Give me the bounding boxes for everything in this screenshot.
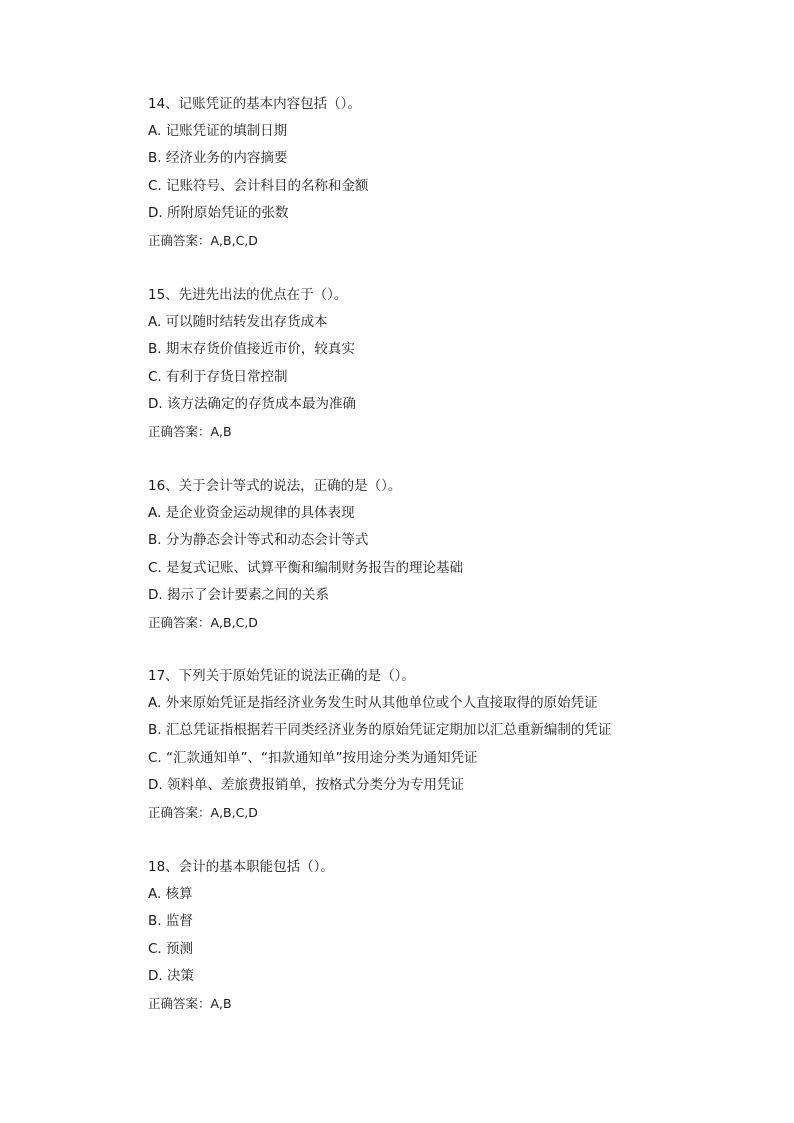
option-c: C. 记账符号、会计科目的名称和金额: [148, 177, 369, 194]
question-stem: 15、先进先出法的优点在于（）。: [148, 287, 348, 303]
option-b: B. 期末存货价值接近市价，较真实: [148, 341, 355, 358]
option-d: D. 所附原始凭证的张数: [148, 204, 289, 221]
question-stem: 16、关于会计等式的说法，正确的是（）。: [148, 478, 402, 494]
question-16: [148, 473, 708, 636]
option-a: A. 可以随时结转发出存货成本: [148, 314, 328, 331]
question-18: [148, 854, 708, 1017]
option-d: D. 领料单、差旅费报销单，按格式分类分为专用凭证: [148, 776, 464, 793]
option-d: D. 决策: [148, 967, 194, 984]
correct-answer: 正确答案：A,B,C,D: [148, 614, 258, 630]
option-b: B. 分为静态会计等式和动态会计等式: [148, 532, 369, 549]
correct-answer: 正确答案：A,B,C,D: [148, 804, 258, 820]
option-b: B. 经济业务的内容摘要: [148, 150, 288, 167]
correct-answer: 正确答案：A,B,C,D: [148, 232, 258, 248]
option-c: C. 预测: [148, 940, 194, 957]
question-15: [148, 282, 708, 445]
option-c: C. 有利于存货日常控制: [148, 368, 288, 385]
option-a: A. 外来原始凭证是指经济业务发生时从其他单位或个人直接取得的原始凭证: [148, 695, 598, 712]
question-14: [148, 91, 708, 254]
option-a: A. 是企业资金运动规律的具体表现: [148, 505, 355, 522]
option-a: A. 核算: [148, 886, 193, 903]
question-stem: 17、下列关于原始凭证的说法正确的是（）。: [148, 668, 415, 684]
option-b: B. 监督: [148, 913, 193, 930]
correct-answer: 正确答案：A,B: [148, 423, 232, 439]
option-d: D. 揭示了会计要素之间的关系: [148, 586, 329, 603]
correct-answer: 正确答案：A,B: [148, 995, 232, 1011]
option-c: C. 是复式记账、试算平衡和编制财务报告的理论基础: [148, 559, 464, 576]
question-stem: 14、记账凭证的基本内容包括（）。: [148, 96, 361, 112]
option-a: A. 记账凭证的填制日期: [148, 123, 288, 140]
option-c: C. “汇款通知单”、“扣款通知单”按用途分类为通知凭证: [148, 749, 478, 766]
question-17: [148, 663, 708, 826]
question-stem: 18、会计的基本职能包括（）。: [148, 859, 334, 875]
option-b: B. 汇总凭证指根据若干同类经济业务的原始凭证定期加以汇总重新编制的凭证: [148, 722, 612, 739]
option-d: D. 该方法确定的存货成本最为准确: [148, 395, 356, 412]
